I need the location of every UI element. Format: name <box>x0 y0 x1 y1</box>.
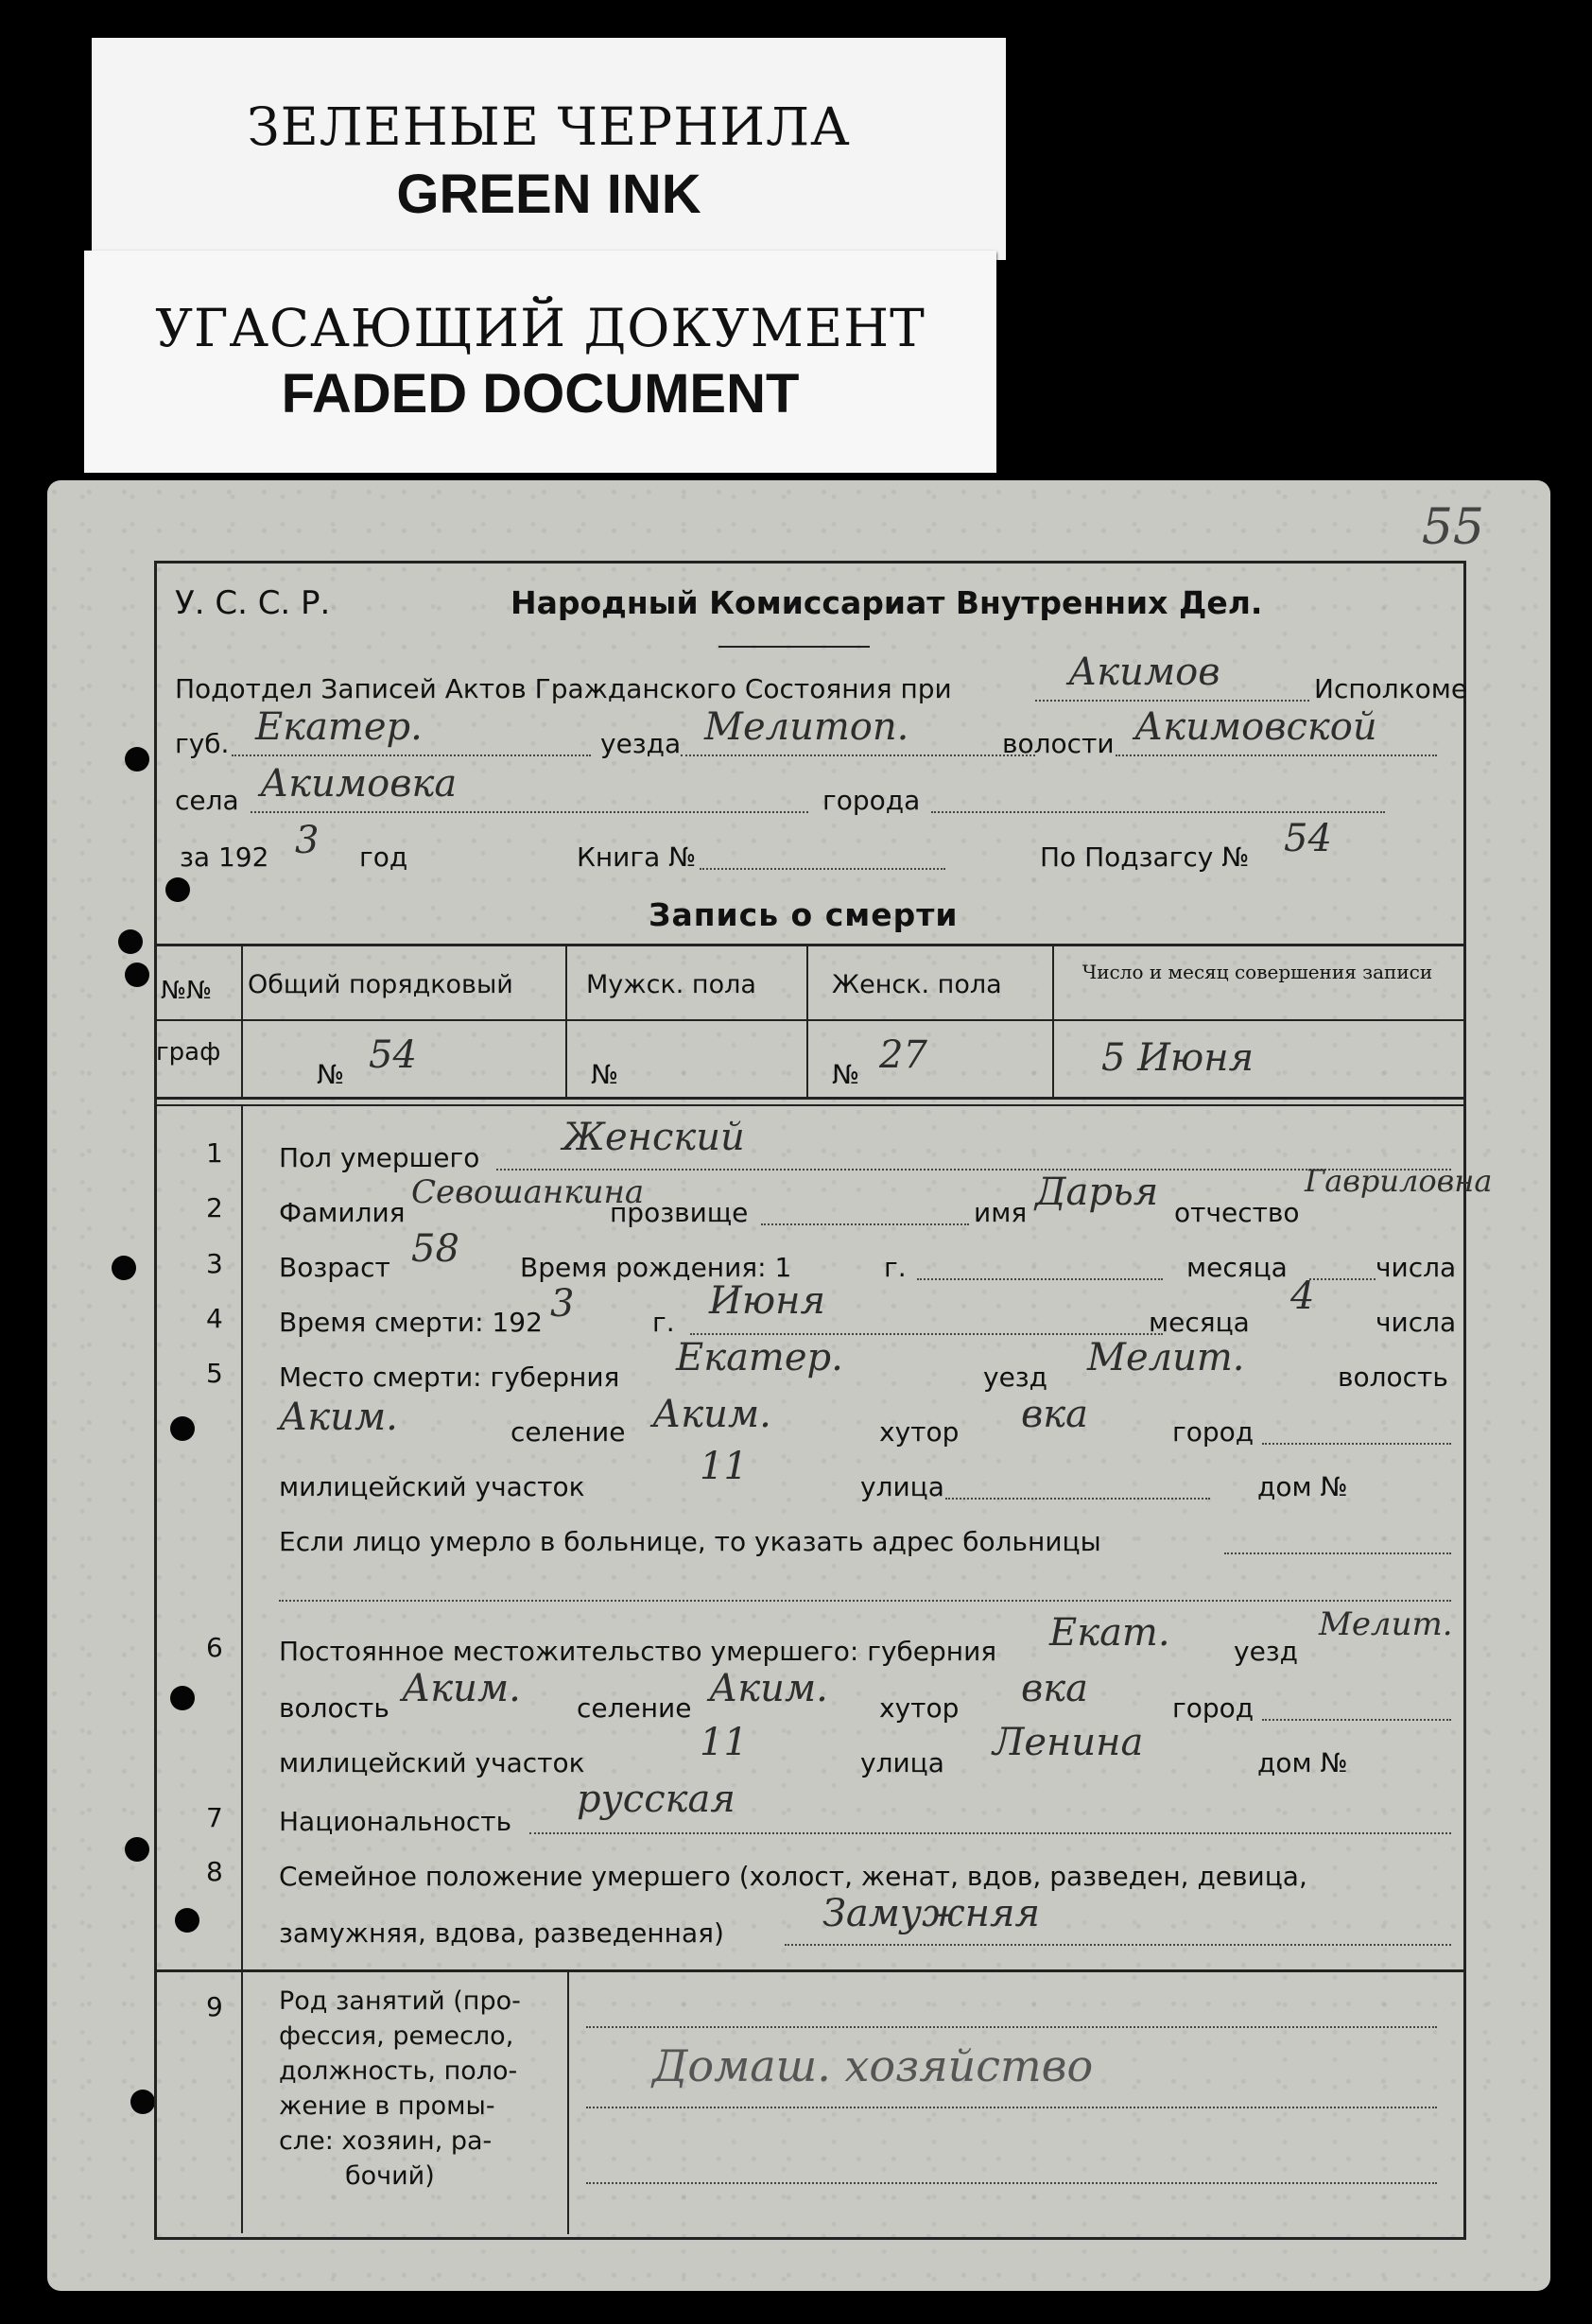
dotted-line <box>1262 1719 1451 1721</box>
residence-label: Постоянное местожительство умершего: губерния <box>279 1636 997 1667</box>
divider <box>718 646 870 648</box>
residence-khutor-label: хутор <box>879 1692 960 1724</box>
occupation-label-line: бочий) <box>345 2161 435 2191</box>
occupation-label-line: фессия, ремесло, <box>279 2021 514 2051</box>
column-divider <box>567 1969 569 2234</box>
dotted-line <box>586 2107 1437 2108</box>
male-no-sign: № <box>591 1059 619 1090</box>
female-no-sign: № <box>832 1059 860 1090</box>
death-year-g: г. <box>652 1307 675 1338</box>
col-nn-label: №№ <box>161 977 213 1005</box>
marital-label-2: замужняя, вдова, разведенная) <box>279 1917 724 1949</box>
residence-volost-label: волость <box>279 1692 389 1724</box>
row-number: 7 <box>206 1802 223 1833</box>
dotted-line <box>690 1333 1163 1335</box>
marital-handwritten: Замужняя <box>822 1892 1040 1935</box>
label-ru: УГАСАЮЩИЙ ДОКУМЕНТ <box>155 298 926 358</box>
dotted-line <box>945 1498 1210 1500</box>
dotted-line <box>681 754 1035 756</box>
dotted-line <box>1309 1278 1376 1280</box>
commissariat-title: Народный Комиссариат Внутренних Дел. <box>510 584 1263 621</box>
uezd-label: уезда <box>600 728 682 759</box>
row-number: 6 <box>206 1632 223 1663</box>
sex-handwritten: Женский <box>562 1116 745 1159</box>
col-date-label: Число и месяц совершения записи <box>1082 961 1433 983</box>
death-time-label: Время смерти: 192 <box>279 1307 543 1338</box>
general-no-handwritten: 54 <box>369 1033 417 1077</box>
age-label: Возраст <box>279 1252 390 1283</box>
name-handwritten: Дарья <box>1035 1171 1159 1214</box>
table-top-border <box>154 944 1463 946</box>
row-number: 2 <box>206 1192 223 1223</box>
death-gub-handwritten: Екатер. <box>676 1336 843 1379</box>
col-male-label: Мужск. пола <box>586 970 756 999</box>
column-divider <box>806 944 808 1097</box>
record-title: Запись о смерти <box>649 896 959 933</box>
row-number: 5 <box>206 1358 223 1389</box>
nationality-handwritten: русская <box>577 1778 735 1821</box>
death-uezd-handwritten: Мелит. <box>1087 1336 1245 1379</box>
col-female-label: Женск. пола <box>832 970 1002 999</box>
dotted-line <box>586 2182 1437 2184</box>
executive-label: Исполкоме <box>1314 673 1468 704</box>
residence-khutor-handwritten: вка <box>1021 1667 1089 1710</box>
book-label: Книга № <box>577 841 697 873</box>
age-handwritten: 58 <box>411 1227 459 1271</box>
volost-handwritten: Акимовской <box>1134 705 1377 749</box>
death-day-handwritten: 4 <box>1290 1275 1315 1318</box>
residence-militia-handwritten: 11 <box>700 1721 748 1764</box>
dotted-line <box>931 811 1385 813</box>
residence-uezd-label: уезд <box>1234 1636 1299 1667</box>
nationality-label: Национальность <box>279 1806 512 1837</box>
death-place-label: Место смерти: губерния <box>279 1361 620 1393</box>
death-selo-handwritten: Аким. <box>652 1393 771 1436</box>
subzags-no-handwritten: 54 <box>1284 817 1332 860</box>
table-bottom-border <box>154 1097 1463 1100</box>
death-militia-handwritten: 11 <box>700 1445 748 1488</box>
col-graf-label: граф <box>156 1038 221 1067</box>
residence-street-handwritten: Ленина <box>993 1721 1144 1764</box>
selo-label: села <box>175 785 239 816</box>
patronymic-handwritten: Гавриловна <box>1305 1163 1493 1199</box>
birth-month-label: месяца <box>1186 1252 1288 1283</box>
year-label: за 192 <box>180 841 269 873</box>
row-number: 8 <box>206 1856 223 1887</box>
year-digit-handwritten: 3 <box>295 819 320 862</box>
column-divider <box>565 944 567 1097</box>
row-number: 3 <box>206 1248 223 1279</box>
dotted-line <box>761 1223 969 1225</box>
nickname-label: прозвище <box>610 1197 749 1228</box>
death-year-digit-handwritten: 3 <box>550 1282 575 1326</box>
residence-uezd-handwritten: Мелит. <box>1319 1605 1453 1643</box>
green-ink-label-card <box>92 38 1006 260</box>
dotted-line <box>1035 700 1309 702</box>
punch-hole <box>125 747 149 772</box>
dotted-line <box>917 1278 1163 1280</box>
marital-label: Семейное положение умершего (холост, женат, вдов, разведен, девица, <box>279 1861 1307 1892</box>
row-number: 1 <box>206 1137 223 1169</box>
table-mid-border <box>154 1019 1463 1021</box>
sex-label: Пол умершего <box>279 1142 480 1173</box>
occupation-label-line: жение в промы- <box>279 2091 495 2121</box>
dotted-line <box>529 1832 1451 1834</box>
female-no-handwritten: 27 <box>879 1033 927 1077</box>
death-khutor-handwritten: вка <box>1021 1393 1089 1436</box>
gub-handwritten: Екатер. <box>255 705 423 749</box>
death-volost-handwritten: Аким. <box>279 1396 398 1439</box>
dotted-line <box>1116 754 1437 756</box>
label-ru: ЗЕЛЕНЫЕ ЧЕРНИЛА <box>247 96 851 157</box>
selo-handwritten: Акимовка <box>260 762 458 806</box>
residence-gub-handwritten: Екат. <box>1049 1611 1170 1655</box>
punch-hole <box>130 2090 155 2114</box>
dotted-line <box>700 868 945 870</box>
general-no-sign: № <box>317 1059 345 1090</box>
column-divider <box>241 944 243 1097</box>
dotted-line <box>1224 1552 1451 1554</box>
surname-label: Фамилия <box>279 1197 406 1228</box>
executive-name-handwritten: Акимов <box>1068 650 1220 694</box>
residence-house-label: дом № <box>1257 1747 1348 1778</box>
row-number: 9 <box>206 1991 223 2022</box>
dotted-line <box>251 811 808 813</box>
birth-year-g: г. <box>884 1252 907 1283</box>
volost-label: волости <box>1002 728 1115 759</box>
residence-selo-label: селение <box>577 1692 692 1724</box>
residence-street-label: улица <box>860 1747 944 1778</box>
dotted-line <box>232 754 591 756</box>
uezd-handwritten: Мелитоп. <box>704 705 909 749</box>
name-label: имя <box>974 1197 1028 1228</box>
dotted-line <box>279 1600 1451 1602</box>
punch-hole <box>125 1837 149 1862</box>
occupation-handwritten: Домаш. хозяйство <box>652 2040 1094 2091</box>
death-militia-label: милицейский участок <box>279 1471 585 1502</box>
death-volost-label: волость <box>1338 1361 1448 1393</box>
republic-label: У. С. С. Р. <box>175 584 331 622</box>
gorod-label: города <box>822 785 921 816</box>
dotted-line <box>1262 1443 1451 1445</box>
residence-selo-handwritten: Аким. <box>709 1667 828 1710</box>
occupation-label-line: сле: хозяин, ра- <box>279 2126 493 2156</box>
dotted-line <box>785 1944 1451 1946</box>
dotted-line <box>586 2026 1437 2028</box>
birth-label: Время рождения: 1 <box>520 1252 792 1283</box>
date-handwritten: 5 Июня <box>1101 1036 1255 1080</box>
death-street-label: улица <box>860 1471 944 1502</box>
occupation-label-line: Род занятий (про- <box>279 1986 521 2016</box>
year-suffix: год <box>359 841 408 873</box>
faded-document-label-card <box>84 251 996 473</box>
patronymic-label: отчество <box>1174 1197 1300 1228</box>
punch-hole <box>118 929 143 954</box>
residence-volost-handwritten: Аким. <box>402 1667 521 1710</box>
occupation-label-line: должность, поло- <box>279 2056 518 2086</box>
death-uezd-label: уезд <box>983 1361 1048 1393</box>
row-number-divider <box>241 1104 243 2233</box>
divider <box>154 1969 1463 1972</box>
label-en: FADED DOCUMENT <box>281 363 800 425</box>
occupation-label <box>279 1984 521 2194</box>
punch-hole <box>112 1256 136 1280</box>
punch-hole <box>125 963 149 987</box>
col-general-label: Общий порядковый <box>248 970 513 999</box>
subzags-label: По Подзагсу № <box>1040 841 1250 873</box>
death-house-label: дом № <box>1257 1471 1348 1502</box>
death-khutor-label: хутор <box>879 1416 960 1448</box>
subdept-label: Подотдел Записей Актов Гражданского Состояния при <box>175 673 952 704</box>
death-selo-label: селение <box>510 1416 626 1448</box>
death-month-handwritten: Июня <box>709 1279 825 1323</box>
birth-day-label: числа <box>1376 1252 1457 1283</box>
death-day-label: числа <box>1376 1307 1457 1338</box>
death-record-form <box>47 480 1550 2291</box>
row-number: 4 <box>206 1303 223 1334</box>
death-gorod-label: город <box>1172 1416 1255 1448</box>
residence-gorod-label: город <box>1172 1692 1255 1724</box>
archive-page-number: 55 <box>1421 499 1484 556</box>
gub-label: губ. <box>175 728 230 759</box>
death-month-label: месяца <box>1149 1307 1250 1338</box>
hospital-label: Если лицо умерло в больнице, то указать адрес больницы <box>279 1526 1101 1557</box>
divider <box>154 1104 1463 1106</box>
residence-militia-label: милицейский участок <box>279 1747 585 1778</box>
column-divider <box>1052 944 1054 1097</box>
surname-handwritten: Севошанкина <box>411 1173 645 1211</box>
label-en: GREEN INK <box>396 164 701 225</box>
